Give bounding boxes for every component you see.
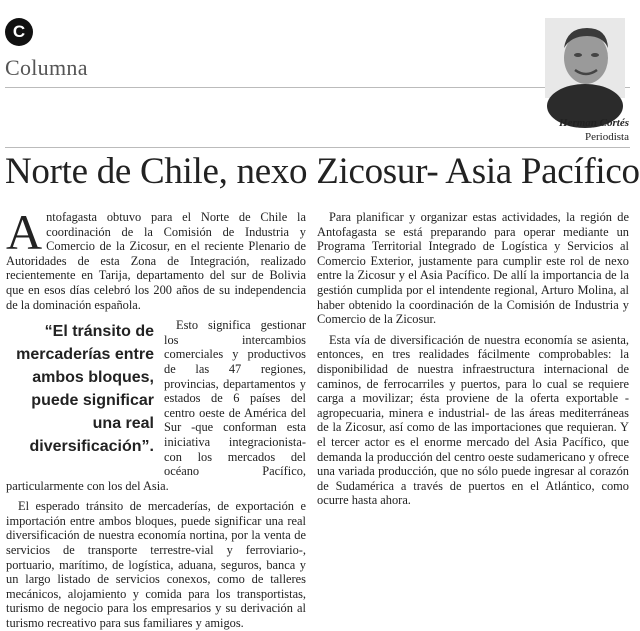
paragraph-4: Para planificar y organizar estas actividades, la región de Antofagasta se está preparando para operar mediante un Programa Territorial Integrado de Logística y Servicios al Comercio Exterior, justamente para cumplir este rol de nexo entre la Zicosur y el Asia Pacífico. De allí la importancia de la gestión cumplida por el intendente regional, Arturo Molina, al haber obtenido la coordinación de la Comisión de Industria y Comercio de la Zicosur. [317, 210, 629, 327]
author-role: Periodista [585, 131, 629, 143]
author-photo [545, 18, 625, 98]
author-name: Herman Cortés [559, 117, 629, 129]
paragraph-2: Esto significa gestionar los intercambios comerciales y productivos de las 47 regiones, provincias, departamentos y estados de 6 países del centro oeste de América del Sur -que conforman esta iniciativa integracionista- con los mercados del océano Pacífico, particularmente con los del Asia. [6, 318, 306, 493]
author-portrait-icon [545, 18, 625, 98]
article-column-right [317, 210, 629, 575]
header-divider [5, 87, 630, 88]
paragraph-3: El esperado tránsito de mercaderías, de exportación e importación entre ambos bloques, puede significar una real diversificación de nuestra economía nortina, por la venta de servicios de transporte terrestre-vial y ferroviario-, portuario, marítimo, de logística, aduana, seguros, banca y un largo listado de servicios conexos, como de talleres mecánicos, alojamiento y comida para los transportistas, turismo de negocio para los empresarios y su derivación al turismo recreativo para sus familiares y amigos. [6, 499, 306, 631]
article-headline: Norte de Chile, nexo Zicosur- Asia Pacífico [5, 151, 640, 192]
headline-top-divider [5, 147, 630, 148]
dropcap: A [6, 204, 43, 260]
paragraph-5: Esta vía de diversificación de nuestra economía se asienta, entonces, en tres realidades fácilmente comprobables: la disponibilidad de nuestra infraestructura internacional de caminos, de ferrocarriles y puertos, para lo cual se requiere carga a movilizar; ésta proviene de la oferta exportable -agropecuaria, minera e industrial- de las áreas mediterráneas de la Zicosur, así como de las importaciones que requieran. Y el tercer actor es el enorme mercado del Asia Pacífico, que demanda la producción del centro oeste sudamericano y ofrece una variada producción, que no sólo puede ingresar al corazón de Sudamérica a través de puertos en el Atlántico, como ocurre hasta ahora. [317, 332, 629, 508]
article-column-left [6, 204, 306, 631]
paragraph-1: Antofagasta obtuvo para el Norte de Chile la coordinación de la Comisión de Industria y Comercio de la Zicosur, en el reciente Plenario de Autoridades de esta Zona de Integración, realizado recientemente en Tarija, departamento del sur de Bolivia que en esos días celebró los 200 años de su independencia de la dominación española. [6, 204, 306, 312]
section-label: Columna [5, 55, 88, 80]
pull-quote: “El tránsito de mercaderías entre ambos bloques, puede significar una real diversificación”. [16, 323, 154, 456]
column-badge: C [5, 18, 33, 46]
